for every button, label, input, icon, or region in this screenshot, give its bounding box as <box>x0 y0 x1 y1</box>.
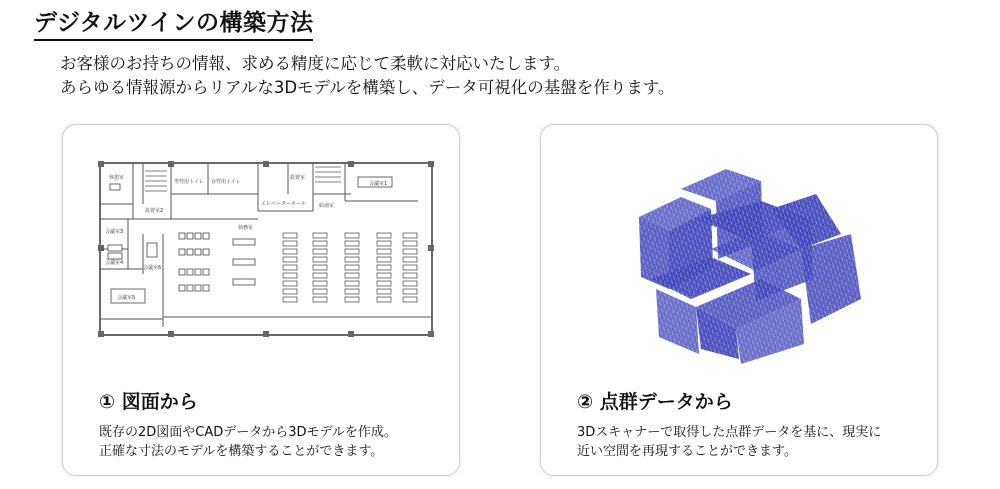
card-text-line: 近い空間を再現することができます。 <box>577 444 797 459</box>
fp-label-mens: 男性用トイレ <box>174 179 204 185</box>
fp-label-equip1: 設置室 <box>290 175 306 181</box>
intro-text <box>60 52 674 100</box>
card-from-point-cloud <box>540 124 938 476</box>
fp-label-equip2: 設置室2 <box>145 208 164 214</box>
point-cloud-image <box>561 149 917 377</box>
card-text-line: 正確な寸法のモデルを構築することができます。 <box>99 444 384 459</box>
card-from-drawings <box>62 124 460 476</box>
card-text-point-cloud <box>577 423 881 461</box>
floor-plan-image <box>83 149 439 377</box>
card-text-drawings <box>99 423 397 461</box>
intro-line-1: お客様のお持ちの情報、求める精度に応じて柔軟に対応いたします。 <box>60 54 571 73</box>
page-title: デジタルツインの構築方法 <box>34 8 313 41</box>
fp-label-meeting1: 会議室1 <box>369 181 388 187</box>
card-heading-point-cloud: ② 点群データから <box>577 391 733 413</box>
fp-label-office: 執務室 <box>238 225 254 231</box>
card-heading-drawings: ① 図面から <box>99 391 198 413</box>
fp-label-rest: 休憩室 <box>109 175 125 181</box>
fp-label-passage: 給湯室 <box>319 203 335 209</box>
intro-line-2: あらゆる情報源からリアルな3Dモデルを構築し、データ可視化の基盤を作ります。 <box>60 78 675 97</box>
fp-label-storage: 会議室6 <box>143 265 162 271</box>
fp-label-meeting4: 会議室4 <box>105 260 124 266</box>
fp-label-womens: 女性用トイレ <box>211 179 241 185</box>
card-text-line: 既存の2D図面やCADデータから3Dモデルを作成。 <box>99 425 397 440</box>
card-text-line: 3Dスキャナーで取得した点群データを基に、現実に <box>577 425 882 440</box>
fp-label-elevator: エレベーターホール <box>261 201 306 207</box>
point-cloud-mesh <box>801 234 861 324</box>
point-cloud-mesh <box>656 289 699 354</box>
fp-label-meeting5: 会議室5 <box>117 295 136 301</box>
fp-label-meeting3: 会議室3 <box>105 229 124 235</box>
